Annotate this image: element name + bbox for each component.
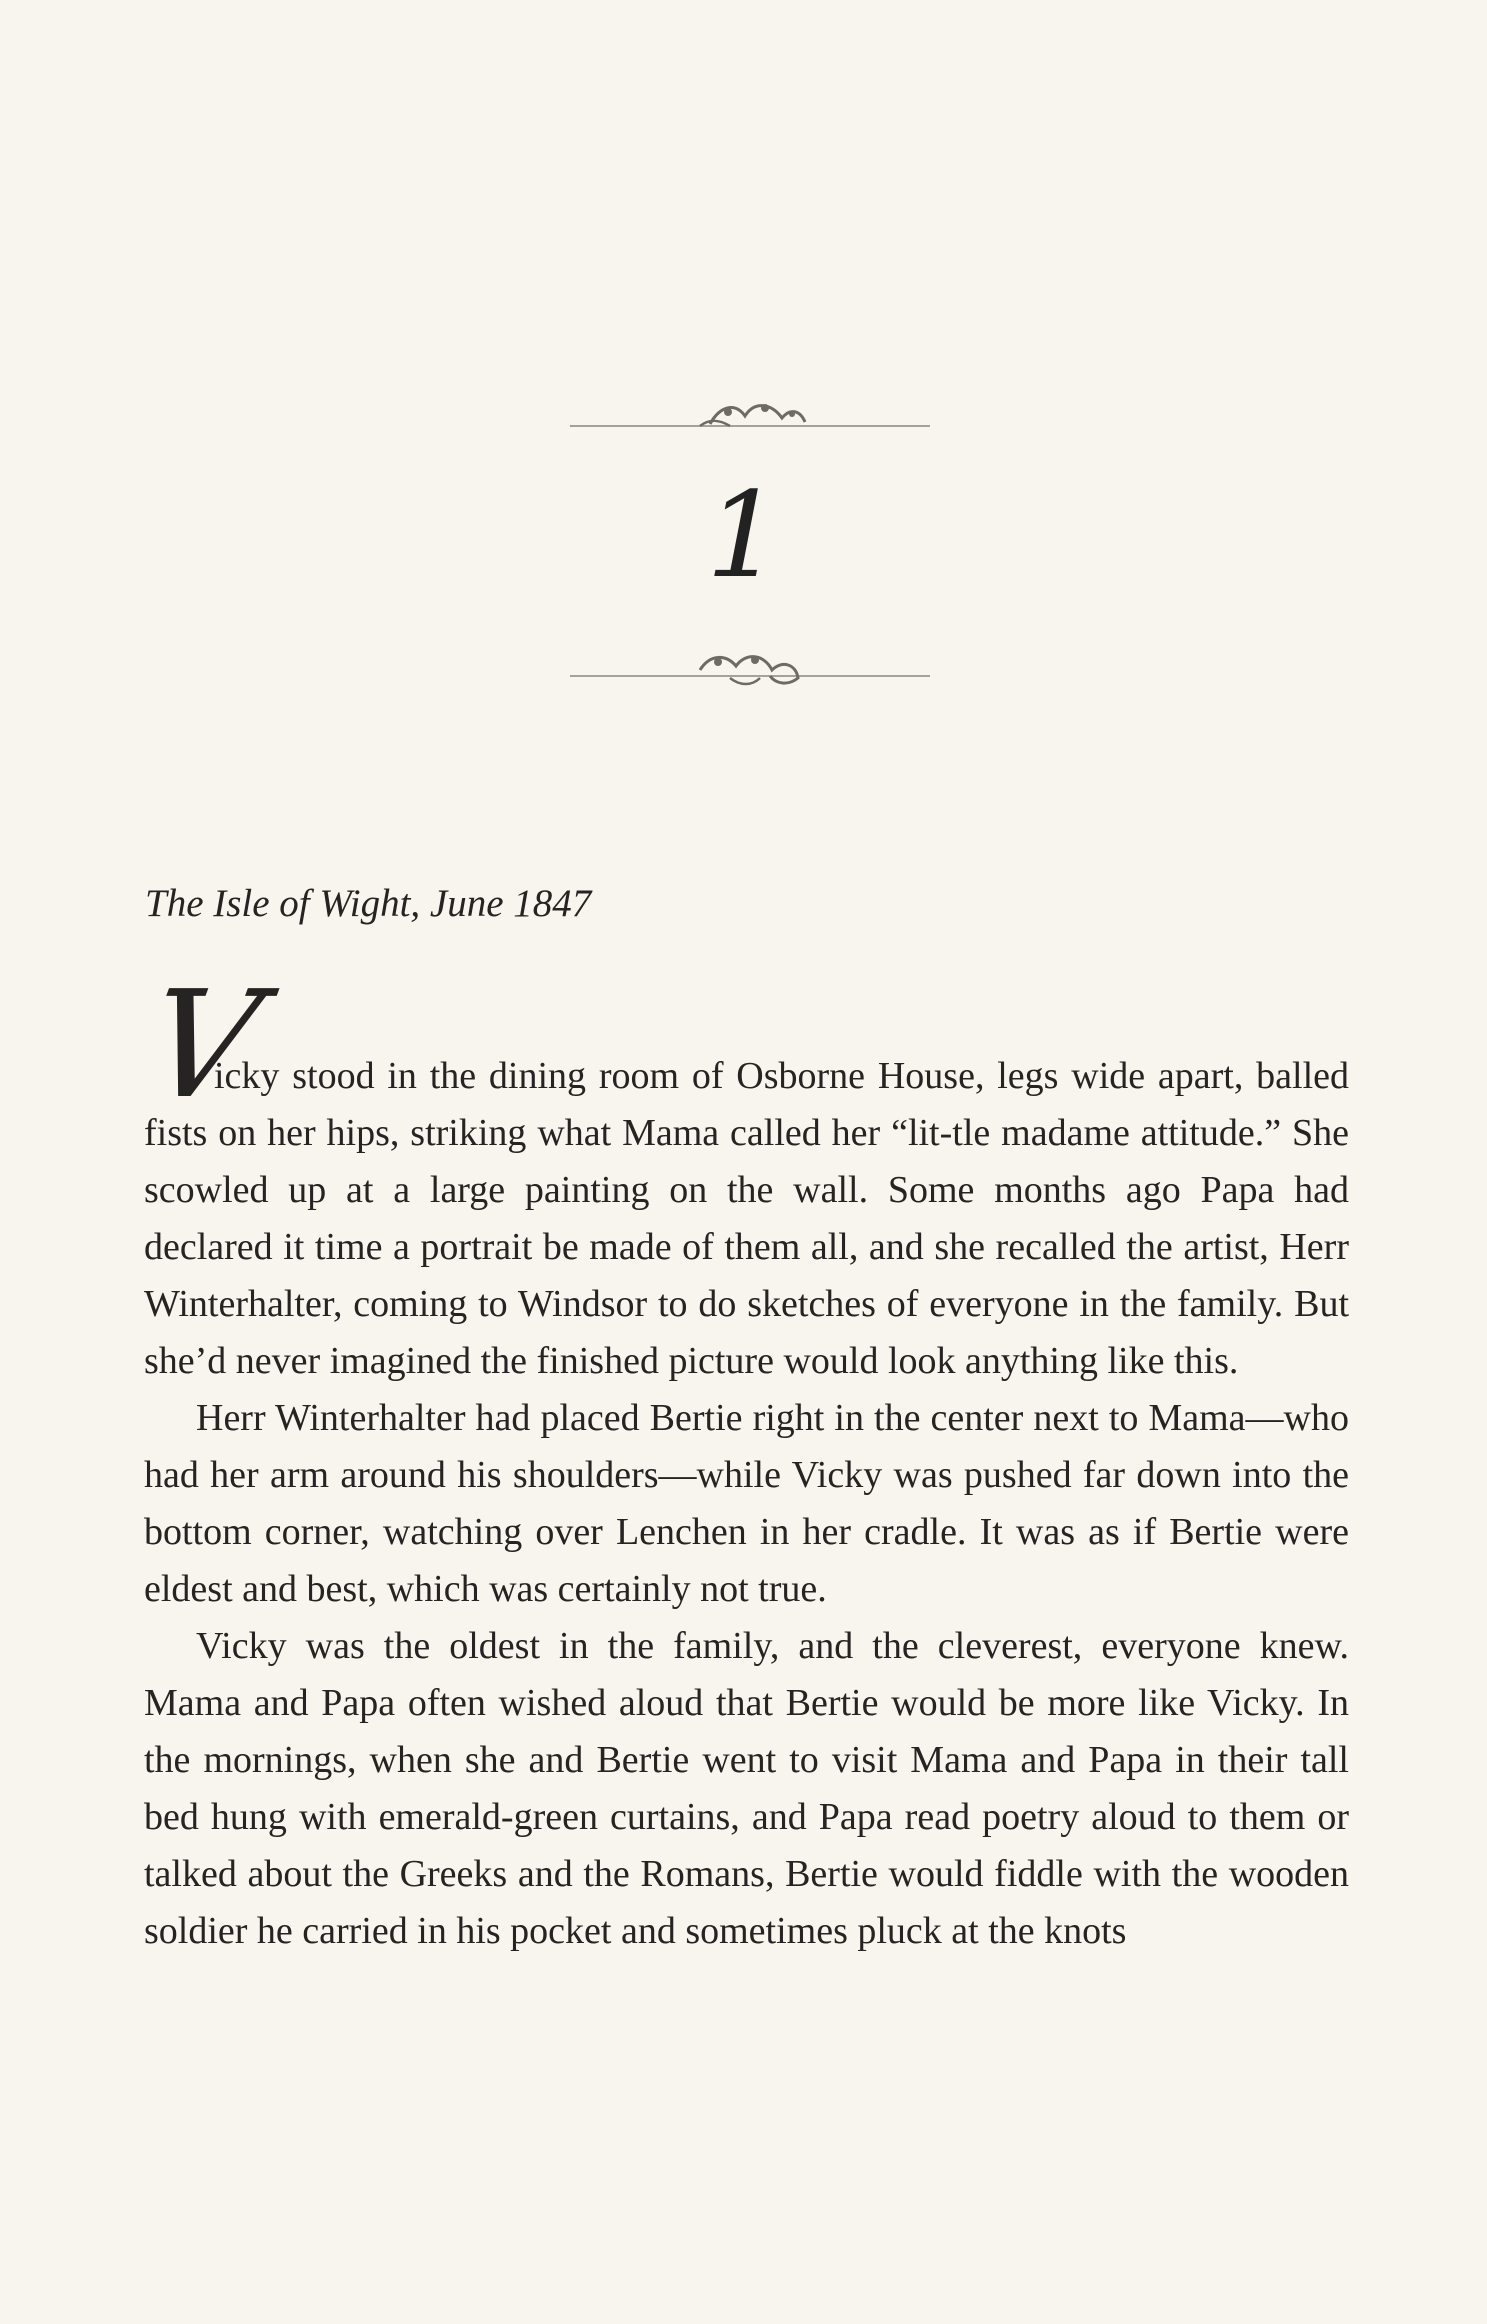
paragraph-3: Vicky was the oldest in the family, and the cleverest, everyone knew. Mama and Papa often wished aloud that Bertie would be more like Vicky. In the mornings, when she and Bertie went to visit Mama and Papa in their tall bed hung with emerald-green curtains, and Papa read poetry aloud to them or talked about the Greeks and the Romans, Bertie would fiddle with the wooden soldier he carried in his pocket and sometimes pluck at the knots [144,1625,1349,1952]
paragraph-text: icky stood in the dining room of Osborne House, legs wide apart, balled fists on her hips, striking what Mama called her “lit-tle madame attitude.” She scowled up at a large painting on the wall. Some months ago Papa had declared it time a portrait be made of them all, and she recalled the artist, Herr Winterhalter, coming to Windsor to do sketches of everyone in the family. But she’d never imagined the finished picture would look anything like this. [144,1055,1349,1382]
ornament-bottom-icon [560,640,940,700]
paragraph-1 [144,1048,1349,1390]
chapter-number: 1 [705,466,782,604]
drop-cap: V [134,959,273,1131]
paragraph-2: Herr Winterhalter had placed Bertie right in the center next to Mama—who had her arm around his shoulders—while Vicky was pushed far down into the bottom corner, watching over Lenchen in her cradle. It was as if Bertie were eldest and best, which was certainly not true. [144,1397,1349,1610]
ornament-top-icon [560,388,940,448]
chapter-location-date: The Isle of Wight, June 1847 [145,882,592,925]
body-text [144,1048,1349,1960]
